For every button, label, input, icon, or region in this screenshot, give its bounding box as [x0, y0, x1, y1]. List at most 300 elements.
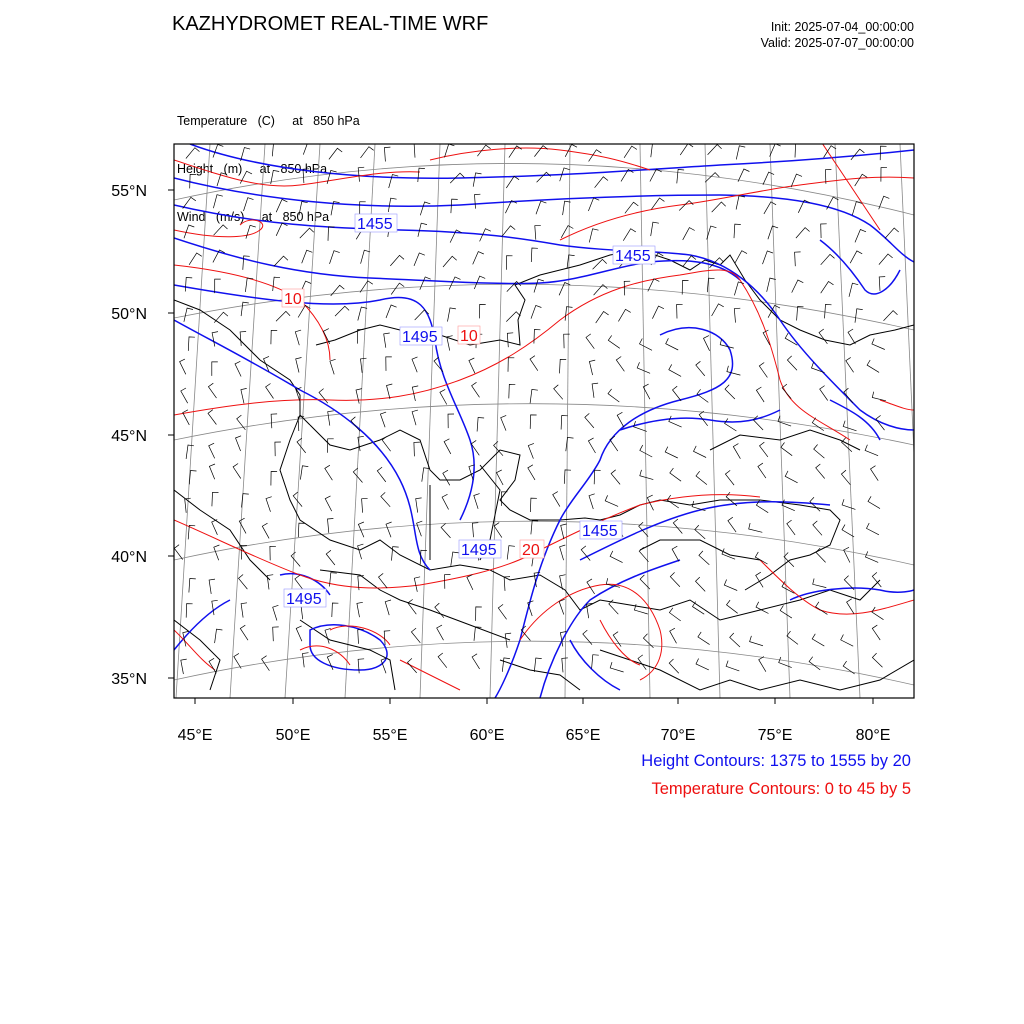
wind-barb [239, 575, 248, 590]
wind-barb [821, 224, 827, 238]
wind-barb [879, 277, 885, 291]
wind-barb [494, 441, 503, 455]
wind-barb [385, 600, 391, 615]
wind-barb [819, 329, 827, 344]
graticule [174, 144, 925, 698]
wind-barb [589, 360, 595, 375]
wind-barb [696, 659, 709, 670]
wind-barb [332, 603, 339, 617]
wind-barb [213, 195, 222, 209]
wind-barb [559, 599, 565, 614]
wind-barb [725, 418, 737, 431]
wind-barb [443, 256, 457, 267]
wind-barb [214, 225, 228, 235]
wind-barb [728, 517, 736, 532]
wind-barb [843, 421, 856, 431]
wind-barb [670, 628, 677, 643]
wind-barb [560, 359, 567, 373]
wind-barb [779, 657, 792, 668]
lat-tick-label: 40°N [111, 549, 147, 566]
wind-barb [362, 498, 368, 512]
lon-tick-label: 50°E [275, 727, 311, 744]
wind-barb [300, 228, 314, 238]
wind-barb [472, 654, 480, 669]
wind-barb [271, 414, 277, 428]
wind-barb [588, 438, 595, 453]
wind-barb [275, 442, 281, 456]
wind-barb [445, 575, 451, 589]
wind-barb [638, 655, 646, 670]
wind-barb [302, 250, 313, 263]
wind-barb [553, 492, 560, 507]
wind-barb [361, 147, 374, 158]
wind-barb [712, 304, 724, 316]
wind-barb [291, 552, 300, 567]
wind-barb [299, 202, 308, 216]
lon-tick-label: 55°E [372, 727, 408, 744]
wind-barb [759, 363, 767, 378]
temperature-label: 10 [284, 291, 302, 308]
wind-barb [448, 308, 456, 322]
wind-barb [329, 148, 342, 159]
wind-barb [825, 304, 832, 318]
wind-barb [797, 307, 804, 321]
wind-barb [669, 364, 681, 376]
wind-barb [813, 521, 822, 535]
wind-barb [756, 387, 764, 402]
wind-barb [188, 337, 195, 351]
wind-barb [640, 575, 650, 589]
height-label: 1455 [357, 216, 393, 233]
wind-barb [855, 309, 863, 323]
wind-barb [174, 545, 182, 560]
lat-ticks [168, 190, 174, 678]
wind-barb [733, 444, 740, 459]
wind-barb [780, 605, 792, 618]
wind-barb [444, 439, 451, 454]
wind-barb [212, 362, 218, 376]
init-time: Init: 2025-07-04_00:00:00 [770, 20, 914, 34]
wind-barb [672, 546, 679, 561]
field-wind: Wind (m/s) at 850 hPa [177, 210, 330, 224]
lon-ticks [195, 698, 873, 704]
wind-barb [610, 662, 623, 672]
temperature-label: 10 [460, 328, 478, 345]
wind-barb [472, 523, 478, 538]
wind-barb [528, 465, 535, 480]
wind-barb [530, 389, 538, 403]
wind-barb [530, 415, 536, 429]
wind-barb [879, 254, 893, 265]
wind-barb [699, 551, 709, 565]
temperature-contour-legend: Temperature Contours: 0 to 45 by 5 [651, 780, 911, 798]
wind-barb [240, 625, 248, 640]
height-contour-legend: Height Contours: 1375 to 1555 by 20 [641, 752, 911, 770]
height-label: 1455 [615, 248, 651, 265]
wind-barb [472, 382, 480, 397]
wind-barb [335, 306, 349, 316]
wind-barb [408, 599, 416, 614]
wind-barb [451, 552, 459, 566]
wind-barb [414, 577, 420, 592]
wind-barb [816, 602, 828, 615]
wind-barb [872, 392, 886, 401]
wind-barb [386, 305, 397, 318]
wind-barb [813, 579, 827, 588]
wind-barb [505, 633, 511, 648]
wind-barb [763, 251, 773, 264]
wind-barb [181, 659, 187, 674]
wind-barb [530, 356, 538, 371]
wind-barb [787, 356, 797, 370]
wind-barb [358, 544, 364, 559]
wind-barb [677, 304, 683, 318]
wind-barb [189, 253, 202, 265]
wind-barb [180, 359, 186, 374]
wind-barb [246, 225, 256, 238]
wind-barb [593, 259, 607, 269]
wind-barb [189, 579, 196, 593]
wind-barb [215, 629, 223, 643]
wind-barb [241, 388, 247, 403]
wind-barb [735, 251, 747, 263]
wind-barb [534, 146, 547, 157]
wind-barb [530, 498, 537, 512]
map-title: KAZHYDROMET REAL-TIME WRF [172, 13, 489, 35]
wind-barb [727, 600, 738, 613]
wind-barb [679, 201, 693, 211]
wind-barb [189, 471, 196, 485]
wind-barb [181, 388, 188, 403]
wind-barb [595, 177, 608, 188]
wind-barb [358, 167, 364, 182]
wind-barb [872, 625, 880, 640]
height-label: 1495 [402, 329, 438, 346]
field-height: Height (m) at 850 hPa [177, 162, 328, 176]
wind-barb [506, 256, 512, 270]
wind-barb [881, 168, 887, 182]
wind-barb [331, 285, 345, 296]
wind-barb [849, 283, 858, 297]
wind-barb [652, 306, 664, 319]
wind-barb [507, 333, 513, 347]
wind-barb [214, 545, 220, 560]
wind-barb [528, 443, 534, 458]
valid-time: Valid: 2025-07-07_00:00:00 [760, 36, 914, 50]
wind-barb [821, 282, 834, 294]
wind-barb [417, 521, 423, 536]
lat-tick-label: 35°N [111, 671, 147, 688]
wind-barb [613, 632, 621, 647]
wind-barb [241, 302, 249, 316]
wind-barb [564, 470, 571, 484]
wind-barb [670, 572, 680, 586]
wind-barb [384, 333, 390, 348]
latitude-labels [111, 183, 147, 688]
wind-barb [208, 410, 216, 425]
wind-barb [816, 464, 825, 479]
wind-barb [782, 384, 791, 399]
wind-barb [708, 145, 722, 155]
wind-barb [475, 194, 481, 208]
wind-barb [812, 634, 824, 646]
wind-barb [473, 173, 481, 187]
lon-tick-label: 65°E [565, 727, 601, 744]
wind-barb [847, 599, 855, 614]
wind-barb [867, 360, 879, 372]
wind-barb [623, 229, 636, 241]
wind-barb [821, 254, 835, 264]
wind-barb [616, 357, 624, 372]
wind-barb [871, 466, 879, 481]
wind-barb [666, 338, 679, 350]
wind-barb [501, 415, 507, 430]
wind-barb [767, 278, 776, 292]
wind-barb [760, 442, 768, 457]
wind-barb [624, 146, 637, 158]
wind-barb [651, 222, 659, 236]
wind-barb [809, 657, 820, 670]
wind-barb [443, 470, 450, 485]
wind-barb [300, 466, 308, 480]
wind-barb [695, 525, 705, 539]
wind-barb [841, 470, 850, 485]
wind-barb [212, 332, 218, 347]
wind-barb [271, 472, 277, 486]
wind-barb [560, 545, 566, 560]
wind-barb [418, 168, 425, 182]
wind-barb [727, 366, 741, 375]
wind-barb [585, 413, 594, 428]
wind-barb [274, 256, 288, 266]
wind-barb [534, 658, 541, 672]
wind-barb [651, 143, 659, 157]
wind-barb [389, 175, 399, 189]
lat-tick-label: 50°N [111, 306, 147, 323]
wind-barb [358, 630, 364, 644]
wind-barb [696, 361, 705, 376]
wind-barb [323, 329, 329, 344]
field-temperature: Temperature (C) at 850 hPa [177, 114, 360, 128]
wind-barb [640, 339, 653, 351]
wind-barb [435, 603, 444, 618]
wind-barb [865, 445, 878, 456]
wind-barb [872, 653, 882, 667]
country-borders [174, 250, 914, 690]
wind-barb [379, 573, 388, 588]
wind-barb [420, 202, 430, 215]
wind-barb [476, 607, 482, 621]
wind-barb [725, 385, 735, 399]
wind-barb [673, 519, 682, 534]
wind-barb [328, 519, 334, 533]
wind-barb [360, 202, 366, 216]
wind-barb [273, 605, 279, 620]
wind-barb [296, 626, 302, 641]
wind-barb [755, 552, 767, 564]
wind-barb [763, 172, 774, 185]
wind-barb [885, 228, 899, 239]
wind-barb [507, 546, 515, 560]
wind-barb [330, 251, 340, 264]
wind-barb [414, 253, 425, 266]
wind-barb [561, 416, 568, 430]
wind-barb [750, 636, 763, 646]
wind-barb [592, 655, 599, 669]
wind-barb [209, 443, 215, 458]
wind-barb [442, 494, 449, 509]
wind-barb [327, 655, 333, 670]
wind-barb [872, 572, 881, 587]
wind-barb [235, 361, 241, 376]
wind-barb [726, 661, 739, 671]
wind-barb [785, 471, 797, 483]
wind-barb [795, 144, 802, 158]
wind-barb [295, 330, 301, 345]
wind-barb [844, 547, 850, 562]
wind-barb [241, 603, 247, 618]
wind-barb [554, 385, 563, 400]
wind-barb [749, 523, 763, 532]
wind-barb [186, 445, 194, 459]
wind-barb [325, 496, 332, 511]
wind-barb [208, 383, 216, 398]
wind-barb [734, 224, 741, 238]
wind-barb [561, 524, 567, 539]
wind-barb [842, 499, 855, 509]
wind-barb [606, 578, 620, 587]
wind-barb [184, 225, 194, 238]
wind-barb [814, 445, 825, 459]
wind-barb [509, 384, 516, 398]
wind-barb [611, 470, 620, 485]
wind-barb [386, 357, 392, 371]
lon-tick-label: 75°E [757, 727, 793, 744]
wind-barb [477, 418, 484, 432]
wind-barb [267, 575, 273, 590]
wind-barb [730, 633, 740, 647]
height-label: 1495 [286, 591, 322, 608]
wind-barb [266, 384, 274, 399]
wind-barb [382, 436, 391, 451]
wind-barb [781, 443, 792, 456]
wind-barb [236, 436, 242, 451]
wind-barb [497, 470, 504, 485]
wind-barb [787, 631, 798, 644]
wind-barb [296, 358, 302, 373]
wind-barb [667, 495, 679, 508]
wind-barb [594, 470, 600, 484]
wind-barb [588, 198, 599, 211]
wind-barb [724, 580, 737, 591]
wind-barb [325, 465, 333, 480]
wind-barb [390, 255, 404, 266]
wind-barb [707, 278, 714, 292]
wind-barb [704, 336, 710, 351]
wind-barb [441, 524, 450, 538]
wind-barb [707, 226, 717, 240]
wind-barb [353, 468, 362, 483]
wind-barb [564, 334, 570, 348]
wind-barb [669, 608, 680, 621]
wind-barb [474, 494, 480, 509]
wind-barb [531, 305, 541, 318]
wind-barb [414, 143, 420, 157]
wind-barb [696, 471, 707, 484]
wind-barb [276, 311, 290, 321]
wind-barb [357, 602, 363, 617]
wind-barb [415, 310, 429, 320]
wind-barb [506, 176, 519, 188]
wind-barb [295, 575, 303, 590]
wind-barb [508, 358, 514, 372]
wind-barb [271, 330, 277, 344]
wind-barb [698, 632, 710, 645]
wind-barb [586, 334, 594, 349]
wind-barb [262, 523, 269, 538]
wind-barb [326, 550, 335, 565]
wind-barb [437, 625, 444, 640]
wind-barb [209, 464, 215, 479]
wind-barb [625, 202, 638, 213]
wind-barb [855, 174, 868, 186]
wind-barb [736, 146, 745, 160]
wind-barb [696, 577, 706, 591]
wind-barb [852, 202, 862, 216]
wind-barb [412, 410, 418, 425]
wind-barb [848, 329, 855, 344]
wind-barb [270, 546, 276, 560]
wind-barb [325, 628, 331, 643]
wind-barb [725, 470, 734, 485]
wind-barb [712, 202, 726, 212]
wind-barb [677, 169, 684, 183]
wind-barb [448, 414, 454, 428]
temperature-contours [174, 140, 914, 690]
lon-tick-label: 70°E [660, 727, 696, 744]
wind-barb [384, 147, 390, 161]
wind-barb [787, 520, 795, 535]
wind-barb [770, 144, 781, 157]
wind-barb [233, 464, 241, 479]
wind-barb [494, 523, 502, 538]
wind-barb [469, 358, 475, 373]
wind-barb [795, 252, 801, 266]
wind-barb [388, 198, 396, 212]
wind-barb [411, 628, 420, 643]
wind-barb [816, 548, 826, 562]
temperature-label: 20 [522, 542, 540, 559]
wind-barb [618, 309, 630, 321]
wind-barb [680, 144, 693, 156]
wind-barb [414, 442, 420, 456]
wind-barb [440, 389, 447, 404]
wind-barb [665, 447, 678, 458]
wind-barb [812, 418, 824, 431]
wind-barb [820, 386, 828, 401]
wind-barb [536, 201, 546, 214]
wind-barb [596, 312, 609, 324]
wind-barb [608, 389, 619, 402]
wind-barb [412, 357, 418, 372]
wind-barb [276, 199, 287, 212]
wind-barb [640, 470, 654, 480]
wind-barb [213, 250, 225, 262]
wind-barb [764, 202, 776, 214]
wind-barb [377, 467, 386, 482]
wind-barb [438, 653, 447, 668]
wind-barb [303, 653, 309, 668]
